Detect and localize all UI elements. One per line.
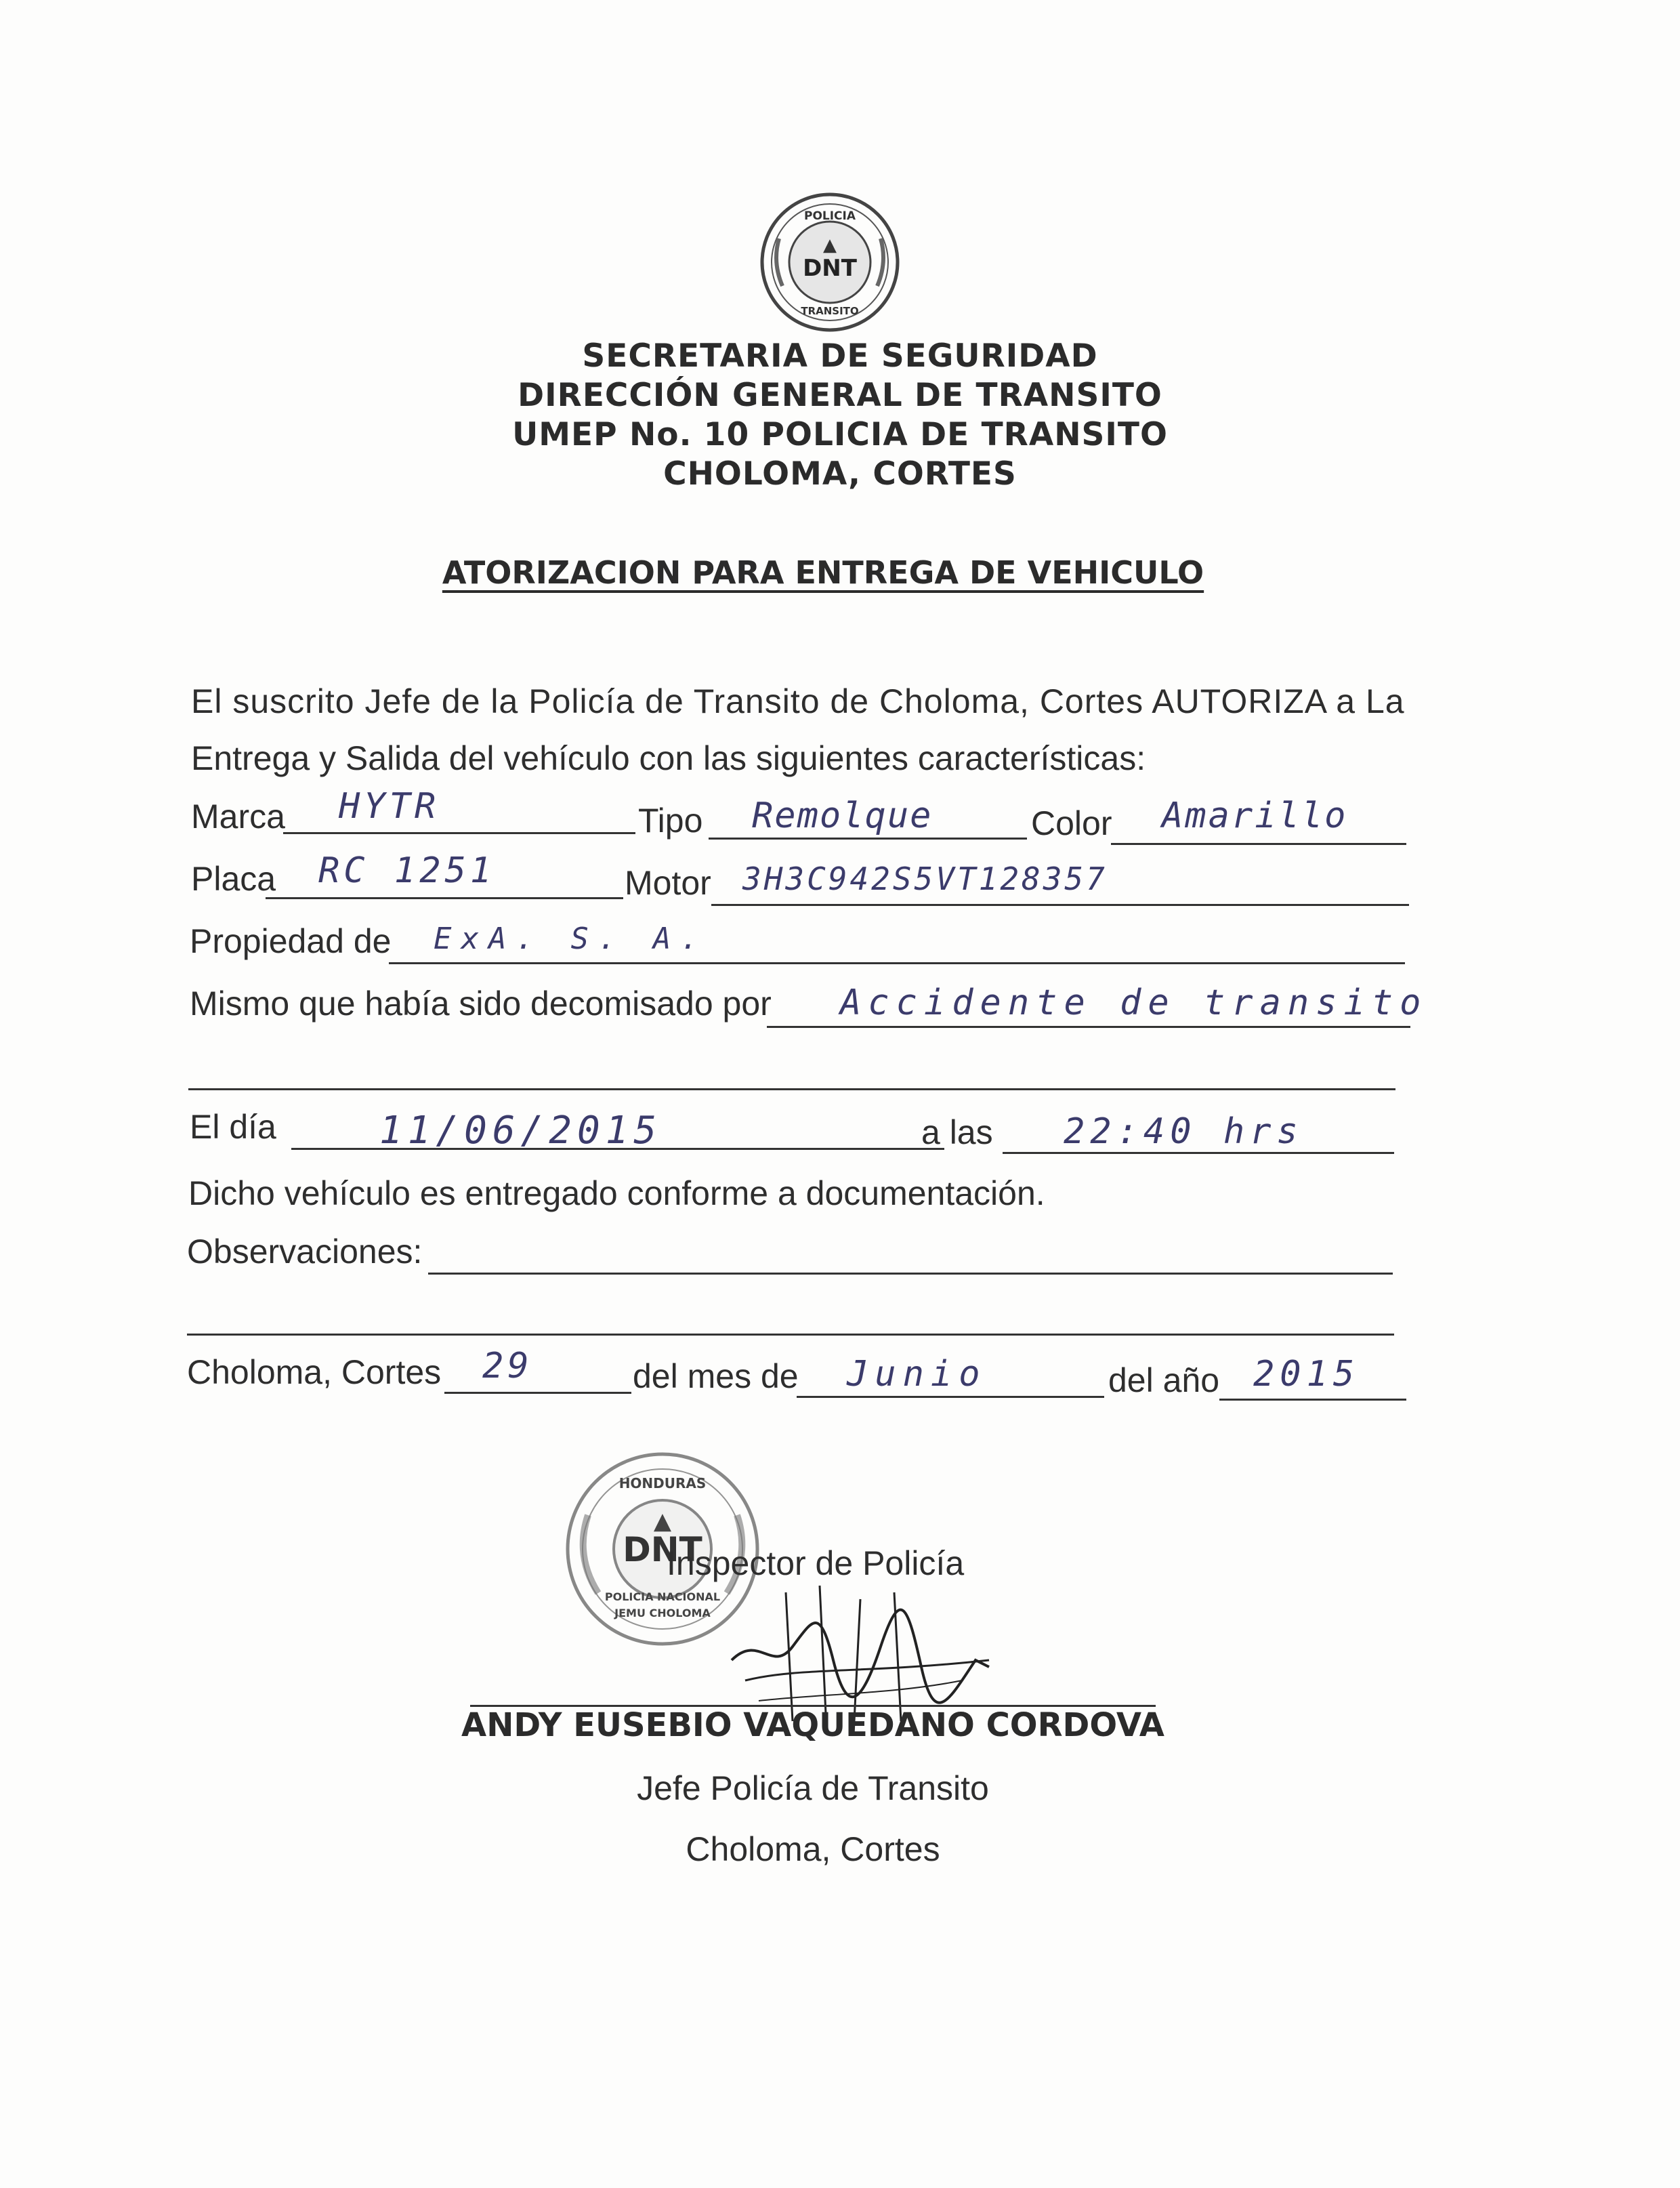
motor-label: Motor — [625, 864, 711, 902]
color-value: Amarillo — [1162, 796, 1348, 836]
observaciones-label: Observaciones: — [187, 1233, 423, 1271]
mes-value: Junio — [847, 1354, 987, 1395]
intro-line-1: El suscrito Jefe de la Policía de Transito de Choloma, Cortes AUTORIZA a La — [191, 682, 1405, 720]
signature-position: Jefe Policía de Transito — [637, 1769, 989, 1807]
tipo-value: Remolque — [752, 796, 933, 836]
lugar-label: Choloma, Cortes — [187, 1353, 442, 1391]
mes-label: del mes de — [633, 1357, 799, 1395]
entregado-text: Dicho vehículo es entregado conforme a documentación. — [188, 1174, 1045, 1212]
seal2-bottom-text: POLICIA NACIONAL — [604, 1590, 721, 1603]
signature-name: ANDY EUSEBIO VAQUEDANO CORDOVA — [461, 1706, 1164, 1744]
svg-text:▲: ▲ — [653, 1508, 672, 1535]
dia-value: 11/06/2015 — [379, 1109, 663, 1153]
police-transit-seal-icon — [759, 191, 901, 333]
signature-role: Inspector de Policía — [667, 1544, 965, 1582]
placa-value: RC 1251 — [318, 850, 496, 891]
seal-bottom-text: TRANSITO — [801, 305, 859, 317]
seal2-center-text: DNT — [623, 1530, 702, 1569]
signature-place: Choloma, Cortes — [686, 1830, 940, 1868]
placa-label: Placa — [191, 860, 276, 898]
anio-value: 2015 — [1253, 1354, 1360, 1395]
propiedad-value: ExA. S. A. — [434, 922, 708, 956]
svg-text:▲: ▲ — [823, 235, 837, 255]
anio-label: del año — [1108, 1361, 1220, 1399]
header-line-3: UMEP No. 10 POLICIA DE TRANSITO — [512, 416, 1168, 453]
header-line-1: SECRETARIA DE SEGURIDAD — [582, 337, 1098, 375]
header-line-4: CHOLOMA, CORTES — [663, 455, 1017, 493]
marca-label: Marca — [191, 798, 285, 835]
intro-line-2: Entrega y Salida del vehículo con las siguientes características: — [191, 739, 1146, 777]
tipo-label: Tipo — [638, 802, 703, 840]
motor-value: 3H3C942S5VT128357 — [742, 861, 1108, 897]
propiedad-label: Propiedad de — [190, 922, 392, 960]
dia-label: El día — [190, 1108, 276, 1146]
seal2-bottom-text-2: JEMU CHOLOMA — [614, 1607, 711, 1619]
document-title: ATORIZACION PARA ENTREGA DE VEHICULO — [442, 554, 1204, 591]
decomisado-label: Mismo que había sido decomisado por — [190, 985, 772, 1023]
seal-center-text: DNT — [803, 255, 857, 282]
hora-label: a las — [921, 1113, 993, 1151]
seal2-top-text: HONDURAS — [618, 1475, 707, 1491]
header-line-2: DIRECCIÓN GENERAL DE TRANSITO — [518, 377, 1162, 414]
dia-mes-value: 29 — [482, 1346, 533, 1386]
hora-value: 22:40 hrs — [1064, 1111, 1303, 1152]
decomisado-value: Accidente de transito — [840, 983, 1428, 1023]
marca-value: HYTR — [339, 786, 440, 827]
color-label: Color — [1031, 804, 1112, 842]
seal-top-text: POLICIA — [803, 209, 856, 223]
